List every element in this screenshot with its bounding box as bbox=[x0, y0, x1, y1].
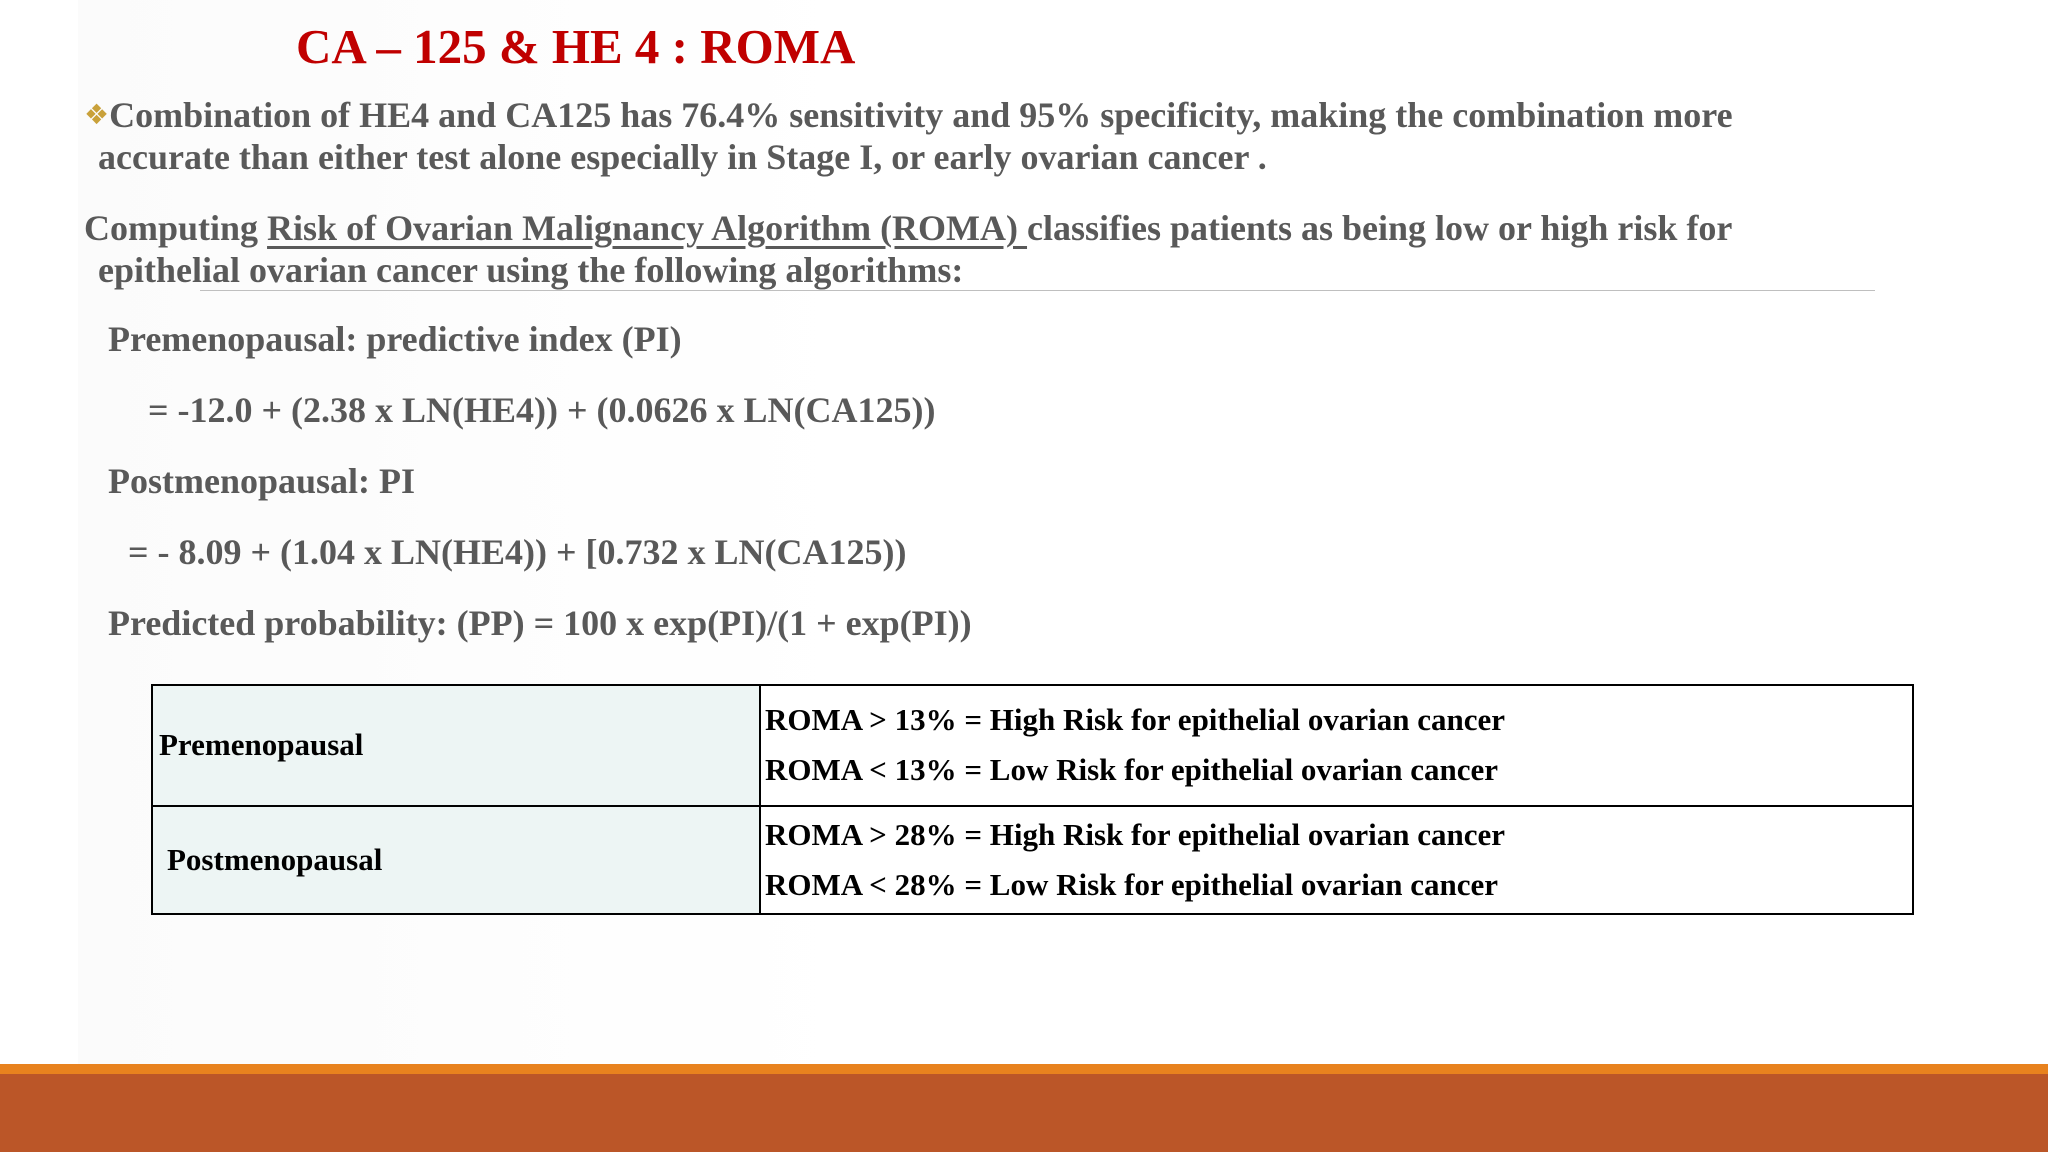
paragraph-suffix: classifies patients as being low or high risk for bbox=[1027, 208, 1733, 248]
table-category-cell: Premenopausal bbox=[152, 685, 760, 806]
bullet-point bbox=[84, 94, 1874, 178]
roma-risk-table bbox=[151, 684, 1914, 915]
premenopausal-label: Premenopausal: predictive index (PI) bbox=[108, 319, 682, 359]
bullet-line-1: Combination of HE4 and CA125 has 76.4% sensitivity and 95% specificity, making the combination more bbox=[109, 95, 1733, 135]
footer-band bbox=[0, 1074, 2048, 1152]
predicted-probability-formula: Predicted probability: (PP) = 100 x exp(PI)/(1 + exp(PI)) bbox=[108, 603, 972, 643]
table-description-cell bbox=[760, 806, 1913, 914]
postmenopausal-label: Postmenopausal: PI bbox=[108, 461, 416, 501]
postmenopausal-formula: = - 8.09 + (1.04 x LN(HE4)) + [0.732 x LN(CA125)) bbox=[128, 532, 907, 572]
paragraph-line-2: epithelial ovarian cancer using the following algorithms: bbox=[98, 250, 964, 290]
high-risk-text: ROMA > 13% = High Risk for epithelial ovarian cancer bbox=[765, 702, 1505, 738]
premenopausal-formula: = -12.0 + (2.38 x LN(HE4)) + (0.0626 x LN(CA125)) bbox=[148, 390, 936, 430]
table-category-cell: Postmenopausal bbox=[152, 806, 760, 914]
roma-term-underlined: Risk of Ovarian Malignancy Algorithm (ROMA) bbox=[267, 208, 1028, 248]
roma-paragraph bbox=[84, 207, 1884, 291]
footer-stripe bbox=[0, 1064, 2048, 1074]
low-risk-text: ROMA < 13% = Low Risk for epithelial ovarian cancer bbox=[765, 752, 1499, 788]
slide-title: CA – 125 & HE 4 : ROMA bbox=[296, 19, 856, 74]
high-risk-text: ROMA > 28% = High Risk for epithelial ovarian cancer bbox=[765, 816, 1505, 852]
paragraph-prefix: Computing bbox=[84, 208, 268, 248]
bullet-line-2: accurate than either test alone especially in Stage I, or early ovarian cancer . bbox=[98, 137, 1267, 177]
table-row bbox=[152, 806, 1913, 914]
diamond-bullet-icon: ❖ bbox=[84, 98, 110, 131]
low-risk-text: ROMA < 28% = Low Risk for epithelial ovarian cancer bbox=[765, 866, 1499, 902]
table-row bbox=[152, 685, 1913, 806]
table-description-cell bbox=[760, 685, 1913, 806]
divider-line bbox=[200, 290, 1875, 291]
